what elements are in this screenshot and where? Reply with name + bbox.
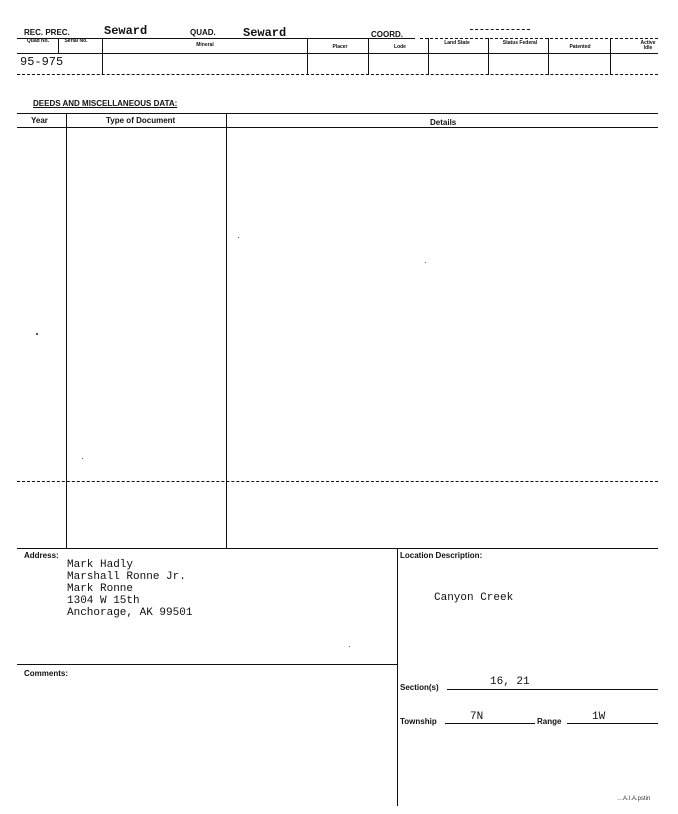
col-lode: Lode [394,44,406,50]
scan-speck [238,237,239,238]
col-sep [368,38,369,75]
quad-no-value: 95-975 [20,55,64,69]
scan-speck [82,458,83,459]
deeds-table-top [17,113,658,114]
deeds-col-sep-year [66,113,67,548]
rec-prec-value: Seward [104,24,148,38]
col-sep [307,38,308,75]
col-serial-no: Serial No. [64,38,88,44]
address-label: Address: [24,551,59,560]
col-sep [610,38,611,75]
col-active-idle: Active Idle [640,40,656,51]
address-line: Mark Hadly [67,559,134,571]
deeds-table-bottom [17,548,658,549]
range-label: Range [537,717,562,726]
deeds-col-year: Year [31,116,48,125]
scan-speck [36,333,38,335]
scan-speck [349,646,350,647]
col-sep [488,38,489,75]
deeds-header-bottom [17,127,658,128]
address-line: Anchorage, AK 99501 [67,607,193,619]
location-description-label: Location Description: [400,551,483,560]
township-value: 7N [470,711,484,723]
deeds-col-type: Type of Document [106,116,176,125]
quad-label: QUAD. [190,28,216,37]
col-sep [428,38,429,75]
deeds-col-sep-type [226,113,227,548]
section-label: Section(s) [400,683,439,692]
column-header-bottom [17,53,658,54]
location-description-value: Canyon Creek [434,592,514,604]
header-underline-dashed [420,38,658,39]
scan-speck [425,262,426,263]
col-placer: Placer [332,44,348,50]
col-patented: Patented [569,44,591,50]
coord-label: COORD. [371,30,403,39]
comments-label: Comments: [24,669,69,678]
address-block [67,559,192,619]
deeds-dashed-divider [17,481,658,482]
section-underline [447,689,658,690]
coord-dashed-line [470,29,530,30]
location-column-separator [397,548,398,806]
address-line: Mark Ronne [67,583,134,595]
col-sep [548,38,549,75]
col-quad-no: Quad No. [26,38,50,44]
address-line: Marshall Ronne Jr. [67,571,186,583]
quad-value: Seward [243,26,287,40]
township-label: Township [400,717,437,726]
col-mineral: Mineral [196,42,214,48]
col-sep [58,38,59,54]
col-sep [102,38,103,75]
comments-top [17,664,397,665]
col-status-federal: Status Federal [502,40,538,46]
col-land-state: Land State [444,40,470,46]
record-row-bottom [17,74,658,75]
range-underline [567,723,658,724]
footer-stamp: …A.I.A.pstin [617,796,651,802]
section-value: 16, 21 [490,676,530,688]
deeds-col-details: Details [430,118,457,127]
township-underline [445,723,535,724]
rec-prec-label: REC. PREC. [24,28,70,37]
address-line: 1304 W 15th [67,595,140,607]
deeds-section-title: DEEDS AND MISCELLANEOUS DATA: [33,99,178,108]
range-value: 1W [592,711,606,723]
